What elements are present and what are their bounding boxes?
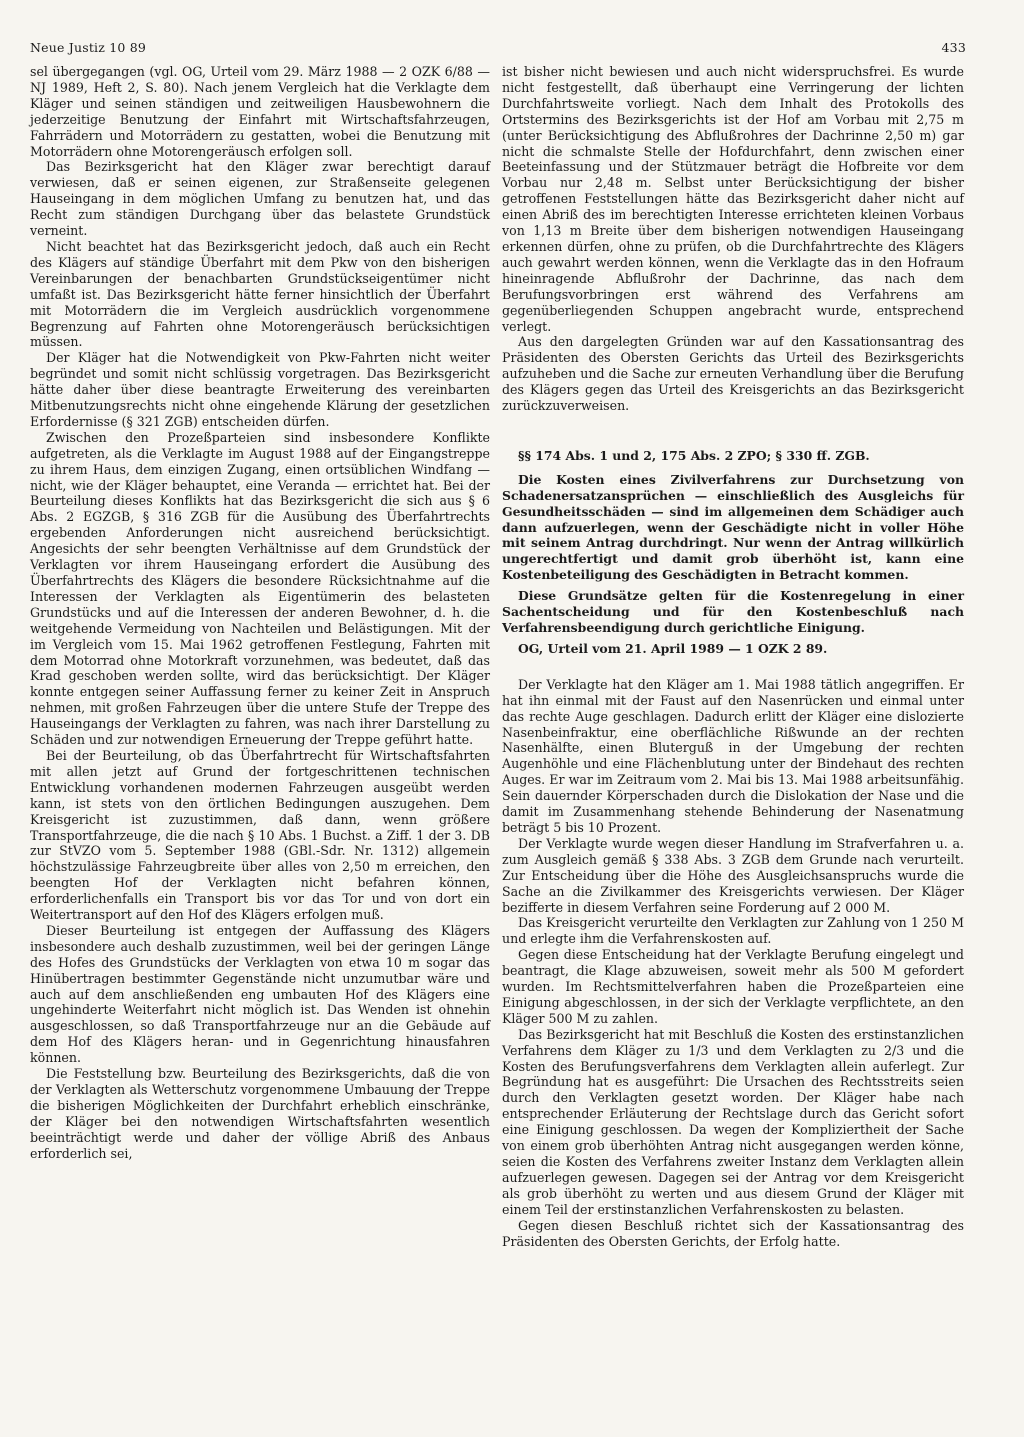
paragraph: ist bisher nicht bewiesen und auch nicht widerspruchsfrei. Es wurde nicht festgestellt, daß überhaupt eine Verringerung der lichten Durchfahrtsweite vorliegt. Nach dem Inhalt des Protokolls des Ortstermins des Bezirksgerichts ist der Hof am Vorbau mit 2,75 m (unter Berücksichtigung des Abflußrohres der Dachrinne 2,50 m) gar nicht die schmalste Stelle der Hofdurchfahrt, denn zwischen einer Beeteinfassung und der Stützmauer beträgt die Hofbreite vor dem Vorbau nur 2,48 m. Selbst unter Berücksichtigung der bisher getroffenen Feststellungen hätte das Bezirksgericht daher nicht auf einen Abriß des im berechtigten Interesse errichteten kleinen Vorbaus von 1,13 m Breite über dem bisherigen notwendigen Hauseingang erkennen dürfen, ohne zu prüfen, ob die Durchfahrtrechte des Klägers auch gewahrt werden können, wenn die Verklagte das in den Hofraum hineinragende Abflußrohr der Dachrinne, das nach dem Berufungsvorbringen erst während des Verfahrens am gegenüberliegenden Schuppen angebracht wurde, entsprechend verlegt. [502, 64, 964, 334]
paragraph: Die Feststellung bzw. Beurteilung des Bezirksgerichts, daß die von der Verklagten als Wetterschutz vorgenommene Umbauung der Treppe die bisherigen Möglichkeiten der Durchfahrt erheblich einschränke, der Kläger bei den notwendigen Wirtschaftsfahrten wesentlich beeinträchtigt werde und daher der völlige Abriß des Anbaus erforderlich sei, [30, 1066, 490, 1161]
left-column [30, 64, 490, 1162]
paragraph: Nicht beachtet hat das Bezirksgericht jedoch, daß auch ein Recht des Klägers auf ständige Überfahrt mit dem Pkw von den bisherigen Vereinbarungen der benachbarten Grundstückseigentümer nicht umfaßt ist. Das Bezirksgericht hätte ferner hinsichtlich der Überfahrt mit Motorrädern die im Vergleich ausdrücklich vorgenommene Begrenzung auf Fahrten ohne Motorengeräusch berücksichtigen müssen. [30, 238, 490, 350]
paragraph: Gegen diese Entscheidung hat der Verklagte Berufung eingelegt und beantragt, die Klage abzuweisen, soweit mehr als 500 M gefordert wurden. Im Rechtsmittelverfahren haben die Prozeßparteien eine Einigung abgeschlossen, in der sich der Verklagte verpflichtete, an den Kläger 500 M zu zahlen. [502, 947, 964, 1026]
running-head [30, 40, 966, 55]
headnote [502, 448, 964, 657]
principle: Diese Grundsätze gelten für die Kostenregelung in einer Sachentscheidung und für den Kostenbeschluß nach Verfahrensbeendigung durch gerichtliche Einigung. [502, 588, 964, 635]
paragraph: Gegen diesen Beschluß richtet sich der Kassationsantrag des Präsidenten des Obersten Gerichts, der Erfolg hatte. [502, 1217, 964, 1249]
legal-norms: §§ 174 Abs. 1 und 2, 175 Abs. 2 ZPO; § 330 ff. ZGB. [518, 447, 870, 463]
journal-issue: Neue Justiz 10 89 [30, 40, 146, 55]
paragraph: Dieser Beurteilung ist entgegen der Auffassung des Klägers insbesondere auch deshalb zuzustimmen, weil bei der geringen Länge des Hofes des Grundstücks der Verklagten von etwa 10 m sogar das Hinübertragen bestimmter Gegenstände nicht unzumutbar wäre und auch auf dem anschließenden eng umbauten Hof des Klägers eine ungehinderte Weiterfahrt nicht möglich ist. Das Wenden ist ohnehin ausgeschlossen, so daß Transportfahrzeuge nur an die Gebäude auf dem Hof des Klägers heran- und in Gegenrichtung hinausfahren können. [30, 922, 490, 1066]
principle: Die Kosten eines Zivilverfahrens zur Durchsetzung von Schadenersatzansprüchen — einschließlich des Ausgleichs für Gesundheitsschäden — sind im allgemeinen dem Schädiger auch dann aufzuerlegen, wenn der Geschädigte nicht in voller Höhe mit seinem Antrag durchdringt. Nur wenn der Antrag willkürlich ungerechtfertigt und damit grob überhöht ist, kann eine Kostenbeteiligung des Geschädigten in Betracht kommen. [502, 471, 964, 583]
paragraph: Das Bezirksgericht hat mit Beschluß die Kosten des erstinstanzlichen Verfahrens dem Kläger zu 1/3 und dem Verklagten zu 2/3 und die Kosten des Berufungsverfahrens dem Verklagten allein auferlegt. Zur Begründung hat es ausgeführt: Die Ursachen des Rechtsstreits seien durch den Verklagten gesetzt worden. Der Kläger habe nach entsprechender Erläuterung der Rechtslage durch das Gericht sofort eine Einigung geschlossen. Da wegen der Kompliziertheit der Sache von einem grob überhöhten Antrag nicht ausgegangen werden könne, seien die Kosten des Verfahrens zweiter Instanz dem Verklagten allein aufzuerlegen gewesen. Dagegen sei der Antrag vor dem Kreisgericht als grob überhöht zu werten und aus diesem Grund der Kläger mit einem Teil der erstinstanzlichen Verfahrenskosten zu belasten. [502, 1026, 964, 1217]
case-citation: OG, Urteil vom 21. April 1989 — 1 OZK 2 89. [518, 640, 828, 656]
paragraph: Der Kläger hat die Notwendigkeit von Pkw-Fahrten nicht weiter begründet und somit nicht schlüssig vorgetragen. Das Bezirksgericht hätte daher über diese beantragte Erweiterung des vereinbarten Mitbenutzungsrechts nicht ohne eingehende Klärung der gesetzlichen Erfordernisse (§ 321 ZGB) entscheiden dürfen. [30, 350, 490, 429]
paragraph: Der Verklagte wurde wegen dieser Handlung im Strafverfahren u. a. zum Ausgleich gemäß § 338 Abs. 3 ZGB dem Grunde nach verurteilt. Zur Entscheidung über die Höhe des Ausgleichsanspruchs wurde die Sache an die Zivilkammer des Kreisgerichts verwiesen. Der Kläger bezifferte in diesem Verfahren seine Forderung auf 2 000 M. [502, 835, 964, 915]
paragraph: Bei der Beurteilung, ob das Überfahrtrecht für Wirtschaftsfahrten mit allen jetzt auf Grund der fortgeschrittenen technischen Entwicklung vorhandenen modernen Fahrzeugen ausgeübt werden kann, ist stets von den örtlichen Bedingungen auszugehen. Dem Kreisgericht ist zuzustimmen, daß dann, wenn größere Transportfahrzeuge, die die nach § 10 Abs. 1 Buchst. a Ziff. 1 der 3. DB zur StVZO vom 5. September 1988 (GBl.-Sdr. Nr. 1312) allgemein höchstzulässige Fahrzeugbreite über alles von 2,50 m erreichen, den beengten Hof der Verklagten nicht befahren können, erforderlichenfalls ein Transport bis vor das Tor und von dort ein Weitertransport auf den Hof des Klägers erfolgen muß. [30, 747, 490, 923]
right-column [502, 64, 964, 1249]
paragraph: Zwischen den Prozeßparteien sind insbesondere Konflikte aufgetreten, als die Verklagte im August 1988 auf der Eingangstreppe zu ihrem Haus, dem einzigen Zugang, einen ortsüblichen Windfang — nicht, wie der Kläger behauptet, eine Veranda — errichtet hat. Bei der Beurteilung dieses Konflikts hat das Bezirksgericht die sich aus § 6 Abs. 2 EGZGB, § 316 ZGB für die Ausübung des Überfahrtrechts ergebenden Anforderungen nicht ausreichend berücksichtigt. Angesichts der sehr beengten Verhältnisse auf dem Grundstück der Verklagten vor ihrem Hauseingang erfordert die Ausübung des Überfahrtrechts des Klägers die besondere Rücksichtnahme auf die Interessen der Verklagten als Eigentümerin des belasteten Grundstücks und auf die Interessen der anderen Bewohner, d. h. die weitgehende Vermeidung von Nachteilen und Belästigungen. Mit der im Vergleich vom 15. Mai 1962 getroffenen Festlegung, Fahrten mit dem Motorrad ohne Motorkraft vorzunehmen, was bedeutet, daß das Krad geschoben werden sollte, wird das berücksichtigt. Der Kläger konnte entgegen seiner Auffassung ferner zu keiner Zeit in Anspruch nehmen, mit großen Fahrzeugen über die untere Stufe der Treppe des Hauseingangs der Verklagten zu fahren, was nach ihrer Darstellung zu Schäden und zur notwendigen Erneuerung der Treppe geführt hatte. [30, 429, 490, 748]
paragraph: Der Verklagte hat den Kläger am 1. Mai 1988 tätlich angegriffen. Er hat ihn einmal mit der Faust auf den Nasenrücken und einmal unter das rechte Auge geschlagen. Dadurch erlitt der Kläger eine dislozierte Nasenbeinfraktur, eine oberflächliche Rißwunde an der rechten Nasenhälfte, einen Bluterguß in der Umgebung der rechten Augenhöhle und eine Flächenblutung unter der Bindehaut des rechten Auges. Er war im Zeitraum vom 2. Mai bis 13. Mai 1988 arbeitsunfähig. Sein dauernder Körperschaden durch die Dislokation der Nase und die damit im Zusammenhang stehende Behinderung der Nasenatmung beträgt 5 bis 10 Prozent. [502, 676, 964, 835]
paragraph: Aus den dargelegten Gründen war auf den Kassationsantrag des Präsidenten des Obersten Gerichts das Urteil des Bezirksgerichts aufzuheben und die Sache zur erneuten Verhandlung über die Berufung des Klägers gegen das Urteil des Kreisgerichts an das Bezirksgericht zurückzuverweisen. [502, 334, 964, 414]
paragraph: Das Bezirksgericht hat den Kläger zwar berechtigt darauf verwiesen, daß er seinen eigenen, zur Straßenseite gelegenen Hauseingang in dem möglichen Umfang zu benutzen hat, und das Recht zum ständigen Durchgang über das belastete Grundstück verneint. [30, 159, 490, 239]
paragraph: Das Kreisgericht verurteilte den Verklagten zur Zahlung von 1 250 M und erlegte ihm die Verfahrenskosten auf. [502, 915, 964, 947]
page-number: 433 [941, 40, 966, 55]
paragraph: sel übergegangen (vgl. OG, Urteil vom 29. März 1988 — 2 OZK 6/88 — NJ 1989, Heft 2, S. 80). Nach jenem Vergleich hat die Verklagte dem Kläger und seinen ständigen und zeitweiligen Hausbewohnern die jederzeitige Benutzung der Einfahrt mit Wirtschaftsfahrzeugen, Fahrrädern und Motorrädern zu gestatten, wobei die Benutzung mit Motorrädern ohne Motorengeräusch erfolgen soll. [30, 64, 490, 159]
